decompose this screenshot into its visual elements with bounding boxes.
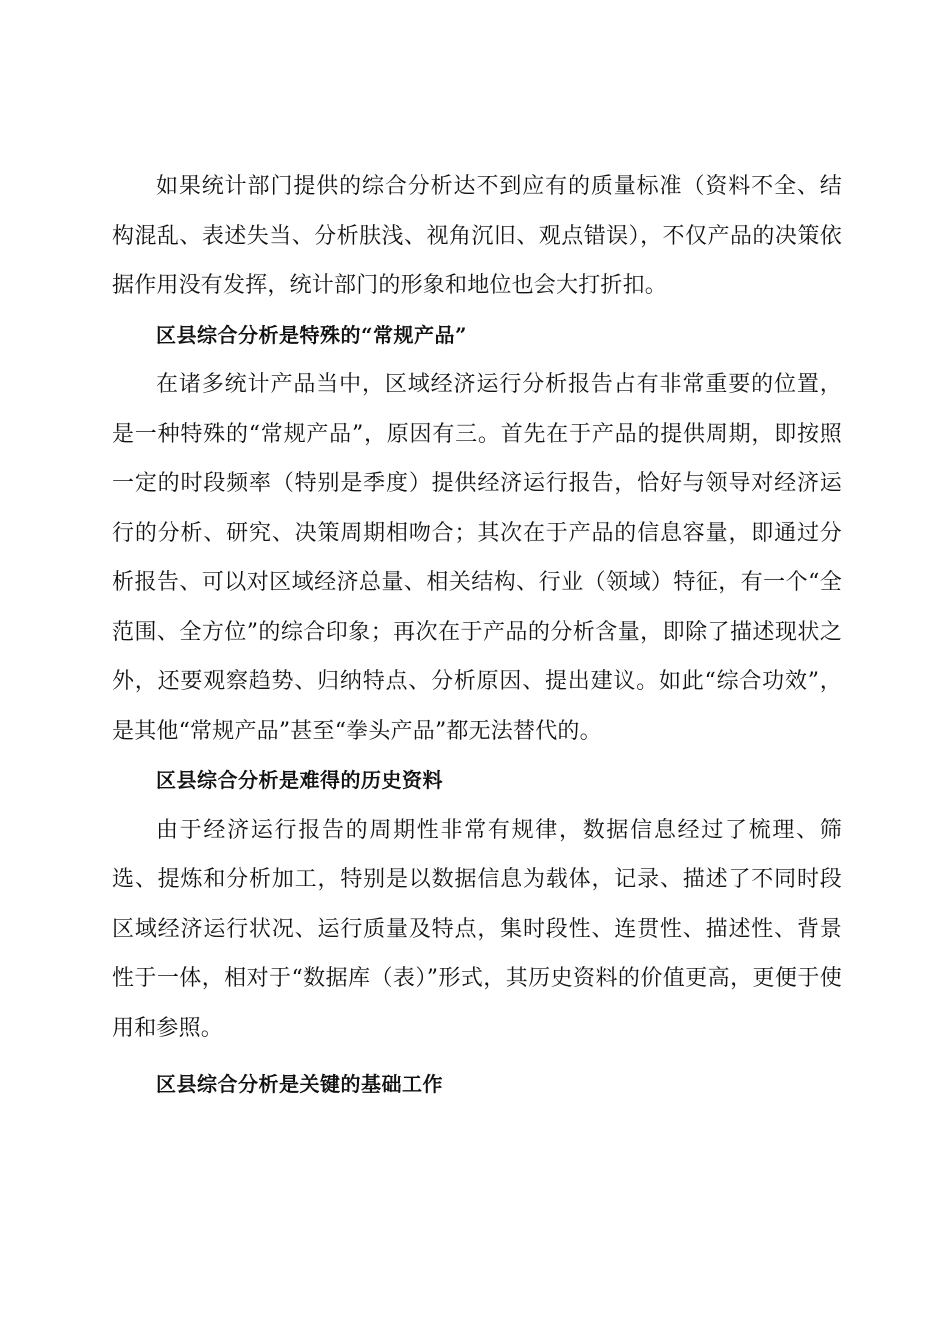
section-heading-basic-work: 区县综合分析是关键的基础工作 bbox=[156, 1072, 443, 1096]
section-heading-historical-data: 区县综合分析是难得的历史资料 bbox=[156, 768, 443, 792]
spacer bbox=[112, 1053, 842, 1060]
paragraph-special-product: 在诸多统计产品当中，区域经济运行分析报告占有非常重要的位置，是一种特殊的“常规产品”，原因有三。首先在于产品的提供周期，即按照一定的时段频率（特别是季度）提供经济运行报告，恰好与领导对经济运行的分析、研究、决策周期相吻合；其次在于产品的信息容量，即通过分析报告、可以对区域经济总量、相关结构、行业（领域）特征，有一个“全范围、全方位”的综合印象；再次在于产品的分析含量，即除了描述现状之外，还要观察趋势、归纳特点、分析原因、提出建议。如此“综合功效”，是其他“常规产品”甚至“拳头产品”都无法替代的。 bbox=[112, 372, 842, 744]
section-heading-special-product: 区县综合分析是特殊的“常规产品” bbox=[156, 322, 468, 347]
document-body bbox=[112, 162, 842, 1110]
paragraph-historical-data: 由于经济运行报告的周期性非常有规律，数据信息经过了梳理、筛选、提炼和分析加工，特别是以数据信息为载体，记录、描述了不同时段区域经济运行状况、运行质量及特点，集时段性、连贯性、描述性、背景性于一体，相对于“数据库（表）”形式，其历史资料的价值更高，更便于使用和参照。 bbox=[112, 817, 842, 1041]
paragraph-quality-standard: 如果统计部门提供的综合分析达不到应有的质量标准（资料不全、结构混乱、表述失当、分析肤浅、视角沉旧、观点错误），不仅产品的决策依据作用没有发挥，统计部门的形象和地位也会大打折扣。 bbox=[112, 174, 842, 298]
